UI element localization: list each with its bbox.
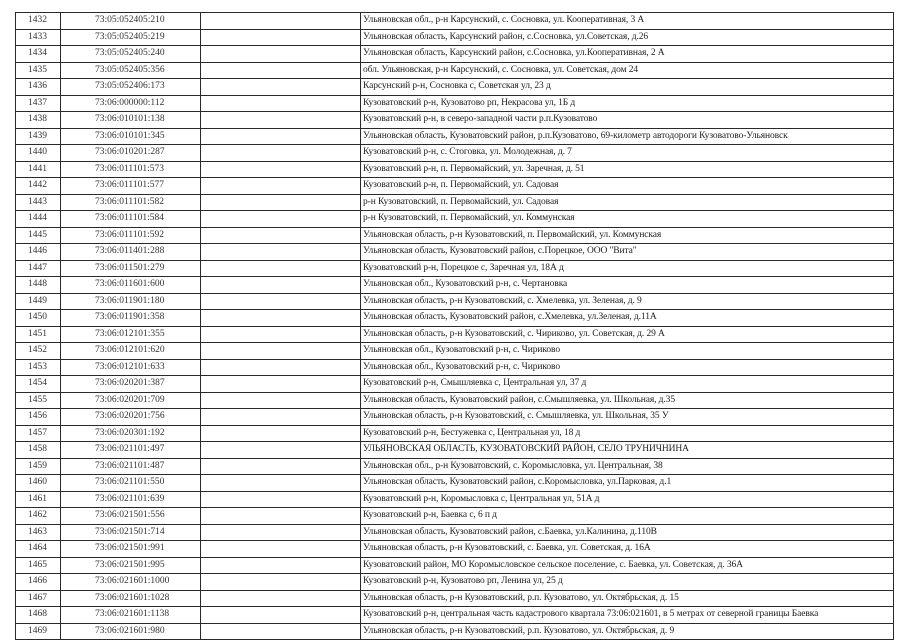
table-row xyxy=(16,557,894,574)
table-row xyxy=(16,62,894,79)
empty-cell xyxy=(201,227,361,244)
address-cell: Кузоватовский р-н, Кузоватово рп, Ленина ул, 25 д xyxy=(361,574,894,591)
empty-cell xyxy=(201,409,361,426)
table-row xyxy=(16,145,894,162)
cadastral-number-cell: 73:06:020201:709 xyxy=(61,392,201,409)
address-cell: Кузоватовский р-н, Порецкое с, Заречная ул, 18А д xyxy=(361,260,894,277)
empty-cell xyxy=(201,62,361,79)
row-number-cell: 1466 xyxy=(16,574,61,591)
address-cell: Ульяновская обл., Кузоватовский р-н, с. Чертановка xyxy=(361,277,894,294)
row-number-cell: 1438 xyxy=(16,112,61,129)
empty-cell xyxy=(201,541,361,558)
cadastral-number-cell: 73:05:052405:240 xyxy=(61,46,201,63)
row-number-cell: 1451 xyxy=(16,326,61,343)
cadastral-number-cell: 73:05:052406:173 xyxy=(61,79,201,96)
row-number-cell: 1444 xyxy=(16,211,61,228)
table-row xyxy=(16,359,894,376)
table-row xyxy=(16,79,894,96)
row-number-cell: 1436 xyxy=(16,79,61,96)
cadastral-number-cell: 73:06:021101:639 xyxy=(61,491,201,508)
table-row xyxy=(16,95,894,112)
table-row xyxy=(16,211,894,228)
empty-cell xyxy=(201,425,361,442)
cadastral-number-cell: 73:06:011101:573 xyxy=(61,161,201,178)
table-row xyxy=(16,524,894,541)
cadastral-number-cell: 73:06:021601:1138 xyxy=(61,607,201,624)
cadastral-number-cell: 73:06:020301:192 xyxy=(61,425,201,442)
empty-cell xyxy=(201,211,361,228)
cadastral-number-cell: 73:06:021501:991 xyxy=(61,541,201,558)
empty-cell xyxy=(201,293,361,310)
empty-cell xyxy=(201,376,361,393)
address-cell: Ульяновская область, Кузоватовский район, с.Порецкое, ООО "Вита" xyxy=(361,244,894,261)
row-number-cell: 1439 xyxy=(16,128,61,145)
empty-cell xyxy=(201,310,361,327)
address-cell: Кузоватовский район, МО Коромысловское сельское поселение, с. Баевка, ул. Советская, д. 36А xyxy=(361,557,894,574)
parcel-table-body xyxy=(16,13,894,640)
address-cell: Кузоватовский р-н, Бестужевка с, Центральная ул, 18 д xyxy=(361,425,894,442)
cadastral-number-cell: 73:06:010101:138 xyxy=(61,112,201,129)
parcel-table xyxy=(15,12,894,640)
row-number-cell: 1448 xyxy=(16,277,61,294)
empty-cell xyxy=(201,46,361,63)
row-number-cell: 1441 xyxy=(16,161,61,178)
cadastral-number-cell: 73:06:021101:550 xyxy=(61,475,201,492)
table-row xyxy=(16,425,894,442)
cadastral-number-cell: 73:06:000000:112 xyxy=(61,95,201,112)
empty-cell xyxy=(201,475,361,492)
row-number-cell: 1461 xyxy=(16,491,61,508)
empty-cell xyxy=(201,194,361,211)
table-row xyxy=(16,590,894,607)
empty-cell xyxy=(201,508,361,525)
row-number-cell: 1433 xyxy=(16,29,61,46)
row-number-cell: 1450 xyxy=(16,310,61,327)
table-row xyxy=(16,392,894,409)
address-cell: Ульяновская область, р-н Кузоватовский, р.п. Кузоватово, ул. Октябрьская, д. 15 xyxy=(361,590,894,607)
empty-cell xyxy=(201,392,361,409)
cadastral-number-cell: 73:06:011401:288 xyxy=(61,244,201,261)
cadastral-number-cell: 73:06:011901:180 xyxy=(61,293,201,310)
empty-cell xyxy=(201,95,361,112)
address-cell: Ульяновская область, Кузоватовский район, с.Коромысловка, ул.Парковая, д.1 xyxy=(361,475,894,492)
table-row xyxy=(16,458,894,475)
row-number-cell: 1432 xyxy=(16,13,61,30)
row-number-cell: 1463 xyxy=(16,524,61,541)
table-row xyxy=(16,293,894,310)
cadastral-number-cell: 73:06:011101:592 xyxy=(61,227,201,244)
cadastral-number-cell: 73:06:021501:714 xyxy=(61,524,201,541)
address-cell: Кузоватовский р-н, центральная часть кадастрового квартала 73:06:021601, в 5 метрах от северной границы Баевка xyxy=(361,607,894,624)
empty-cell xyxy=(201,491,361,508)
empty-cell xyxy=(201,79,361,96)
cadastral-number-cell: 73:06:011101:577 xyxy=(61,178,201,195)
cadastral-number-cell: 73:06:021101:487 xyxy=(61,458,201,475)
address-cell: Ульяновская область, р-н Кузоватовский, с. Хмелевка, ул. Зеленая, д. 9 xyxy=(361,293,894,310)
table-row xyxy=(16,376,894,393)
address-cell: р-н Кузоватовский, п. Первомайский, ул. Садовая xyxy=(361,194,894,211)
address-cell: Ульяновская область, р-н Кузоватовский, с. Баевка, ул. Советская, д. 16А xyxy=(361,541,894,558)
row-number-cell: 1460 xyxy=(16,475,61,492)
row-number-cell: 1449 xyxy=(16,293,61,310)
table-row xyxy=(16,343,894,360)
table-row xyxy=(16,112,894,129)
row-number-cell: 1456 xyxy=(16,409,61,426)
address-cell: Ульяновская область, р-н Кузоватовский, п. Первомайский, ул. Коммунская xyxy=(361,227,894,244)
address-cell: Карсунский р-н, Сосновка с, Советская ул, 23 д xyxy=(361,79,894,96)
row-number-cell: 1445 xyxy=(16,227,61,244)
cadastral-number-cell: 73:06:012101:620 xyxy=(61,343,201,360)
row-number-cell: 1457 xyxy=(16,425,61,442)
address-cell: Ульяновская область, Кузоватовский район, р.п.Кузоватово, 69-километр автодороги Кузоватово-Ульяновск xyxy=(361,128,894,145)
row-number-cell: 1464 xyxy=(16,541,61,558)
empty-cell xyxy=(201,557,361,574)
address-cell: Ульяновская обл., Кузоватовский р-н, с. Чириково xyxy=(361,359,894,376)
table-row xyxy=(16,29,894,46)
row-number-cell: 1452 xyxy=(16,343,61,360)
address-cell: Ульяновская область, Карсунский район, с.Сосновка, ул.Советская, д.26 xyxy=(361,29,894,46)
cadastral-number-cell: 73:05:052405:356 xyxy=(61,62,201,79)
table-row xyxy=(16,128,894,145)
address-cell: Ульяновская обл., р-н Карсунский, с. Сосновка, ул. Кооперативная, 3 А xyxy=(361,13,894,30)
row-number-cell: 1437 xyxy=(16,95,61,112)
empty-cell xyxy=(201,13,361,30)
cadastral-number-cell: 73:05:052405:219 xyxy=(61,29,201,46)
table-row xyxy=(16,227,894,244)
address-cell: Кузоватовский р-н, Баевка с, 6 п д xyxy=(361,508,894,525)
cadastral-number-cell: 73:06:012101:633 xyxy=(61,359,201,376)
cadastral-number-cell: 73:06:011101:582 xyxy=(61,194,201,211)
address-cell: Ульяновская область, Кузоватовский район, с.Баевка, ул.Калинина, д.110В xyxy=(361,524,894,541)
address-cell: Ульяновская обл., Кузоватовский р-н, с. Чириково xyxy=(361,343,894,360)
row-number-cell: 1442 xyxy=(16,178,61,195)
empty-cell xyxy=(201,359,361,376)
empty-cell xyxy=(201,442,361,459)
row-number-cell: 1435 xyxy=(16,62,61,79)
row-number-cell: 1447 xyxy=(16,260,61,277)
row-number-cell: 1465 xyxy=(16,557,61,574)
address-cell: обл. Ульяновская, р-н Карсунский, с. Сосновка, ул. Советская, дом 24 xyxy=(361,62,894,79)
row-number-cell: 1458 xyxy=(16,442,61,459)
empty-cell xyxy=(201,607,361,624)
table-row xyxy=(16,508,894,525)
row-number-cell: 1467 xyxy=(16,590,61,607)
empty-cell xyxy=(201,244,361,261)
row-number-cell: 1440 xyxy=(16,145,61,162)
empty-cell xyxy=(201,524,361,541)
cadastral-number-cell: 73:06:021601:980 xyxy=(61,623,201,640)
row-number-cell: 1434 xyxy=(16,46,61,63)
empty-cell xyxy=(201,623,361,640)
address-cell: Кузоватовский р-н, п. Первомайский, ул. Садовая xyxy=(361,178,894,195)
row-number-cell: 1468 xyxy=(16,607,61,624)
empty-cell xyxy=(201,178,361,195)
table-row xyxy=(16,310,894,327)
address-cell: Ульяновская область, р-н Кузоватовский, р.п. Кузоватово, ул. Октябрьская, д. 9 xyxy=(361,623,894,640)
cadastral-number-cell: 73:06:012101:355 xyxy=(61,326,201,343)
row-number-cell: 1446 xyxy=(16,244,61,261)
table-row xyxy=(16,260,894,277)
cadastral-number-cell: 73:06:010201:287 xyxy=(61,145,201,162)
cadastral-number-cell: 73:06:021101:497 xyxy=(61,442,201,459)
cadastral-number-cell: 73:06:021601:1000 xyxy=(61,574,201,591)
table-row xyxy=(16,194,894,211)
table-row xyxy=(16,442,894,459)
cadastral-number-cell: 73:06:011601:600 xyxy=(61,277,201,294)
cadastral-number-cell: 73:06:021501:556 xyxy=(61,508,201,525)
cadastral-number-cell: 73:06:020201:756 xyxy=(61,409,201,426)
cadastral-number-cell: 73:06:011501:279 xyxy=(61,260,201,277)
address-cell: Кузоватовский р-н, п. Первомайский, ул. Заречная, д. 51 xyxy=(361,161,894,178)
table-row xyxy=(16,491,894,508)
row-number-cell: 1459 xyxy=(16,458,61,475)
cadastral-number-cell: 73:06:010101:345 xyxy=(61,128,201,145)
table-row xyxy=(16,607,894,624)
row-number-cell: 1469 xyxy=(16,623,61,640)
empty-cell xyxy=(201,343,361,360)
address-cell: Ульяновская область, р-н Кузоватовский, с. Смышляевка, ул. Школьная, 35 У xyxy=(361,409,894,426)
table-row xyxy=(16,574,894,591)
cadastral-number-cell: 73:06:011101:584 xyxy=(61,211,201,228)
cadastral-number-cell: 73:06:020201:387 xyxy=(61,376,201,393)
address-cell: Ульяновская область, р-н Кузоватовский, с. Чириково, ул. Советская, д. 29 А xyxy=(361,326,894,343)
cadastral-number-cell: 73:06:011901:358 xyxy=(61,310,201,327)
empty-cell xyxy=(201,29,361,46)
address-cell: Кузоватовский р-н, Кузоватово рп, Некрасова ул, 1Б д xyxy=(361,95,894,112)
row-number-cell: 1454 xyxy=(16,376,61,393)
empty-cell xyxy=(201,326,361,343)
row-number-cell: 1462 xyxy=(16,508,61,525)
empty-cell xyxy=(201,145,361,162)
empty-cell xyxy=(201,277,361,294)
table-row xyxy=(16,161,894,178)
address-cell: р-н Кузоватовский, п. Первомайский, ул. Коммунская xyxy=(361,211,894,228)
address-cell: Ульяновская область, Кузоватовский район, с.Смышляевка, ул. Школьная, д.35 xyxy=(361,392,894,409)
address-cell: Ульяновская область, Карсунский район, с.Сосновка, ул.Кооперативная, 2 А xyxy=(361,46,894,63)
address-cell: УЛЬЯНОВСКАЯ ОБЛАСТЬ, КУЗОВАТОВСКИЙ РАЙОН, СЕЛО ТРУНИЧНИНА xyxy=(361,442,894,459)
table-row xyxy=(16,13,894,30)
address-cell: Ульяновская обл., р-н Кузоватовский, с. Коромысловка, ул. Центральная, 38 xyxy=(361,458,894,475)
address-cell: Кузоватовский р-н, с. Стоговка, ул. Молодежная, д. 7 xyxy=(361,145,894,162)
table-row xyxy=(16,475,894,492)
table-row xyxy=(16,277,894,294)
empty-cell xyxy=(201,128,361,145)
empty-cell xyxy=(201,260,361,277)
cadastral-number-cell: 73:05:052405:210 xyxy=(61,13,201,30)
address-cell: Кузоватовский р-н, в северо-западной части р.п.Кузоватово xyxy=(361,112,894,129)
row-number-cell: 1455 xyxy=(16,392,61,409)
table-row xyxy=(16,178,894,195)
empty-cell xyxy=(201,574,361,591)
cadastral-number-cell: 73:06:021501:995 xyxy=(61,557,201,574)
address-cell: Ульяновская область, Кузоватовский район, с.Хмелевка, ул.Зеленая, д.11А xyxy=(361,310,894,327)
address-cell: Кузоватовский р-н, Коромысловка с, Центральная ул, 51А д xyxy=(361,491,894,508)
row-number-cell: 1453 xyxy=(16,359,61,376)
table-row xyxy=(16,326,894,343)
cadastral-number-cell: 73:06:021601:1028 xyxy=(61,590,201,607)
empty-cell xyxy=(201,112,361,129)
table-row xyxy=(16,623,894,640)
table-row xyxy=(16,46,894,63)
empty-cell xyxy=(201,458,361,475)
address-cell: Кузоватовский р-н, Смышляевка с, Центральная ул, 37 д xyxy=(361,376,894,393)
empty-cell xyxy=(201,161,361,178)
empty-cell xyxy=(201,590,361,607)
table-row xyxy=(16,409,894,426)
table-row xyxy=(16,541,894,558)
row-number-cell: 1443 xyxy=(16,194,61,211)
table-row xyxy=(16,244,894,261)
